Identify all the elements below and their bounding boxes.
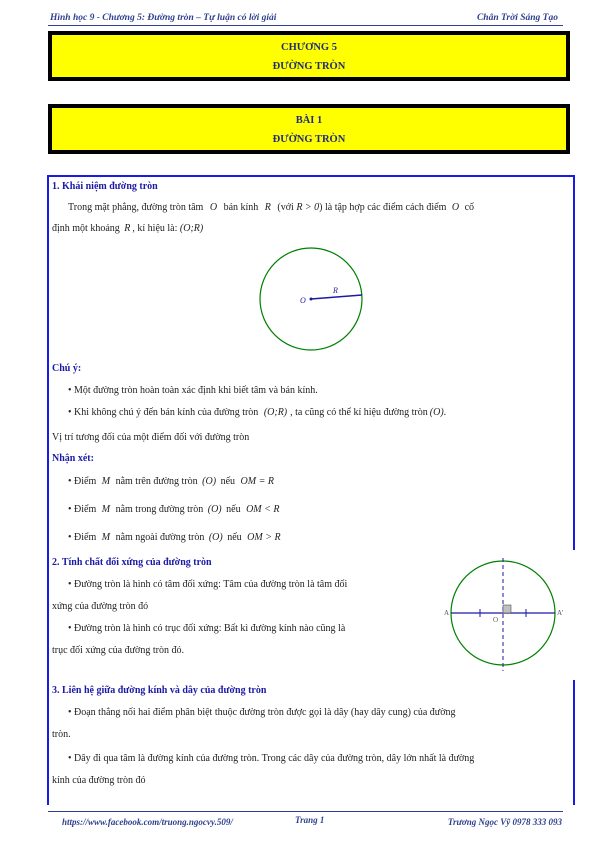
s3-bullet-1-line2: tròn.: [52, 729, 71, 740]
chapter-title-box: [48, 31, 570, 81]
s2-bullet-1-line2: xứng của đường tròn đó: [52, 601, 149, 612]
s3-bullet-2-line1: • Dây đi qua tâm là đường kính của đường tròn. Trong các dây của đường tròn, dây lớn nhất là đường: [68, 753, 475, 764]
note-bullet-1: • Một đường tròn hoàn toàn xác định khi biết tâm và bán kính.: [68, 385, 318, 396]
symmetry-figure: [440, 558, 570, 676]
chapter-name: ĐƯỜNG TRÒN: [272, 61, 346, 72]
s2-bullet-2-line1: • Đường tròn là hình có trục đối xứng: Bất kì đường kính nào cũng là: [68, 623, 346, 634]
content-frame-left: [47, 175, 49, 805]
radius-label: R: [333, 286, 338, 295]
s1-paragraph-line1: Trong mặt phẳng, đường tròn tâm O bán kính R (với R > 0) là tập hợp các điểm cách điểm O cố: [68, 202, 475, 213]
header-left: Hình học 9 - Chương 5: Đường tròn – Tự luận có lời giải: [50, 13, 277, 23]
center-o-label: O: [493, 616, 499, 624]
footer-author: Trương Ngọc Vỹ 0978 333 093: [447, 817, 562, 827]
lesson-title-box: [48, 104, 570, 154]
footer-divider: [48, 811, 563, 812]
content-frame-top: [47, 175, 575, 177]
content-frame-right: [573, 175, 575, 550]
chapter-number: CHƯƠNG 5: [281, 42, 337, 53]
section-3-title: 3. Liên hệ giữa đường kính và dây của đường tròn: [52, 685, 267, 696]
s2-bullet-1-line1: • Đường tròn là hình có tâm đối xứng: Tâm của đường tròn là tâm đối: [68, 579, 348, 590]
note-title: Chú ý:: [52, 363, 82, 374]
content-frame-right-lower: [573, 680, 575, 805]
circle-figure: [255, 245, 367, 357]
remark-item-1: • Điểm M nằm trên đường tròn (O) nếu OM = R: [68, 476, 274, 487]
s2-bullet-2-line2: trục đối xứng của đường tròn đó.: [52, 645, 184, 656]
remark-item-3: • Điểm M nằm ngoài đường tròn (O) nếu OM > R: [68, 532, 281, 543]
s3-bullet-1-line1: • Đoạn thẳng nối hai điểm phân biệt thuộc đường tròn được gọi là dây (hay dây cung) của đường: [68, 707, 456, 718]
remark-item-2: • Điểm M nằm trong đường tròn (O) nếu OM < R: [68, 504, 280, 515]
header-divider: [48, 25, 563, 26]
right-angle-mark: [503, 605, 511, 613]
point-a-prime-label: A': [557, 609, 564, 617]
point-a-label: A: [444, 609, 450, 617]
center-label: O: [300, 296, 306, 305]
s1-paragraph-line2: định một khoảng R , kí hiệu là: (O;R): [52, 223, 204, 234]
lesson-number: BÀI 1: [295, 115, 323, 126]
header-right: Chân Trời Sáng Tạo: [476, 13, 558, 23]
radius-segment: [311, 295, 362, 299]
relative-position-heading: Vị trí tương đối của một điểm đối với đường tròn: [52, 432, 250, 443]
remark-title: Nhận xét:: [52, 453, 94, 464]
section-2-title: 2. Tính chất đối xứng của đường tròn: [52, 557, 212, 568]
lesson-name: ĐƯỜNG TRÒN: [272, 134, 346, 145]
footer-link[interactable]: https://www.facebook.com/truong.ngocvy.509/: [62, 817, 233, 827]
center-point: [310, 298, 313, 301]
page-number: Trang 1: [295, 815, 325, 825]
s3-bullet-2-line2: kính của đường tròn đó: [52, 775, 146, 786]
note-bullet-2: • Khi không chú ý đến bán kính của đường tròn (O;R) , ta cũng có thể kí hiệu đường tròn (O).: [68, 407, 447, 418]
section-1-title: 1. Khái niệm đường tròn: [52, 181, 158, 192]
